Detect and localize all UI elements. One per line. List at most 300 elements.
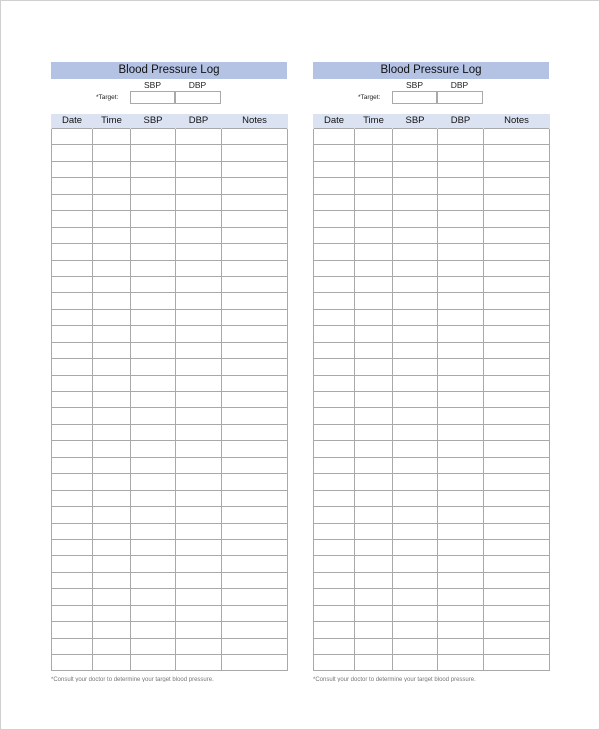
notes-cell[interactable] (222, 211, 288, 227)
dbp-cell[interactable] (438, 605, 484, 621)
notes-cell[interactable] (222, 408, 288, 424)
time-cell[interactable] (355, 605, 393, 621)
dbp-cell[interactable] (438, 293, 484, 309)
dbp-cell[interactable] (438, 194, 484, 210)
sbp-cell[interactable] (131, 655, 176, 671)
dbp-cell[interactable] (438, 227, 484, 243)
dbp-cell[interactable] (176, 161, 222, 177)
notes-cell[interactable] (484, 424, 550, 440)
date-cell[interactable] (52, 293, 93, 309)
dbp-cell[interactable] (176, 490, 222, 506)
date-cell[interactable] (52, 622, 93, 638)
dbp-cell[interactable] (438, 638, 484, 654)
sbp-cell[interactable] (393, 260, 438, 276)
dbp-cell[interactable] (438, 211, 484, 227)
dbp-cell[interactable] (438, 342, 484, 358)
sbp-cell[interactable] (131, 129, 176, 145)
notes-cell[interactable] (222, 556, 288, 572)
notes-cell[interactable] (222, 589, 288, 605)
notes-cell[interactable] (484, 260, 550, 276)
sbp-cell[interactable] (393, 507, 438, 523)
notes-cell[interactable] (222, 129, 288, 145)
date-cell[interactable] (314, 539, 355, 555)
sbp-cell[interactable] (131, 145, 176, 161)
date-cell[interactable] (52, 244, 93, 260)
time-cell[interactable] (93, 375, 131, 391)
notes-cell[interactable] (222, 161, 288, 177)
notes-cell[interactable] (222, 276, 288, 292)
time-cell[interactable] (355, 161, 393, 177)
time-cell[interactable] (93, 211, 131, 227)
date-cell[interactable] (314, 211, 355, 227)
dbp-cell[interactable] (176, 244, 222, 260)
date-cell[interactable] (314, 622, 355, 638)
time-cell[interactable] (93, 260, 131, 276)
sbp-cell[interactable] (131, 605, 176, 621)
time-cell[interactable] (93, 359, 131, 375)
time-cell[interactable] (355, 375, 393, 391)
notes-cell[interactable] (484, 161, 550, 177)
dbp-cell[interactable] (438, 622, 484, 638)
date-cell[interactable] (314, 260, 355, 276)
dbp-cell[interactable] (438, 441, 484, 457)
time-cell[interactable] (93, 424, 131, 440)
date-cell[interactable] (52, 194, 93, 210)
time-cell[interactable] (355, 655, 393, 671)
sbp-cell[interactable] (131, 309, 176, 325)
date-cell[interactable] (52, 638, 93, 654)
dbp-cell[interactable] (176, 655, 222, 671)
date-cell[interactable] (52, 655, 93, 671)
dbp-cell[interactable] (176, 227, 222, 243)
time-cell[interactable] (355, 638, 393, 654)
sbp-cell[interactable] (393, 227, 438, 243)
dbp-cell[interactable] (438, 359, 484, 375)
dbp-cell[interactable] (176, 589, 222, 605)
notes-cell[interactable] (484, 375, 550, 391)
dbp-cell[interactable] (176, 178, 222, 194)
time-cell[interactable] (355, 523, 393, 539)
sbp-cell[interactable] (131, 539, 176, 555)
date-cell[interactable] (314, 424, 355, 440)
sbp-cell[interactable] (393, 309, 438, 325)
notes-cell[interactable] (222, 424, 288, 440)
notes-cell[interactable] (484, 572, 550, 588)
time-cell[interactable] (93, 161, 131, 177)
date-cell[interactable] (52, 523, 93, 539)
notes-cell[interactable] (484, 227, 550, 243)
sbp-cell[interactable] (131, 490, 176, 506)
date-cell[interactable] (314, 161, 355, 177)
sbp-cell[interactable] (393, 572, 438, 588)
notes-cell[interactable] (222, 638, 288, 654)
target-sbp-field[interactable] (392, 91, 437, 104)
sbp-cell[interactable] (393, 145, 438, 161)
time-cell[interactable] (93, 227, 131, 243)
sbp-cell[interactable] (131, 342, 176, 358)
time-cell[interactable] (355, 260, 393, 276)
notes-cell[interactable] (484, 342, 550, 358)
time-cell[interactable] (355, 622, 393, 638)
date-cell[interactable] (52, 129, 93, 145)
time-cell[interactable] (93, 638, 131, 654)
sbp-cell[interactable] (131, 194, 176, 210)
sbp-cell[interactable] (393, 638, 438, 654)
dbp-cell[interactable] (176, 260, 222, 276)
sbp-cell[interactable] (131, 161, 176, 177)
sbp-cell[interactable] (131, 441, 176, 457)
time-cell[interactable] (355, 211, 393, 227)
notes-cell[interactable] (222, 260, 288, 276)
date-cell[interactable] (314, 227, 355, 243)
dbp-cell[interactable] (176, 129, 222, 145)
dbp-cell[interactable] (176, 408, 222, 424)
sbp-cell[interactable] (393, 342, 438, 358)
dbp-cell[interactable] (176, 605, 222, 621)
notes-cell[interactable] (484, 457, 550, 473)
date-cell[interactable] (314, 178, 355, 194)
time-cell[interactable] (355, 227, 393, 243)
time-cell[interactable] (93, 556, 131, 572)
sbp-cell[interactable] (131, 211, 176, 227)
notes-cell[interactable] (222, 375, 288, 391)
time-cell[interactable] (355, 424, 393, 440)
date-cell[interactable] (314, 309, 355, 325)
notes-cell[interactable] (222, 392, 288, 408)
sbp-cell[interactable] (393, 605, 438, 621)
time-cell[interactable] (93, 441, 131, 457)
dbp-cell[interactable] (176, 342, 222, 358)
sbp-cell[interactable] (393, 244, 438, 260)
time-cell[interactable] (355, 507, 393, 523)
notes-cell[interactable] (222, 227, 288, 243)
date-cell[interactable] (52, 605, 93, 621)
dbp-cell[interactable] (176, 392, 222, 408)
date-cell[interactable] (314, 638, 355, 654)
time-cell[interactable] (355, 342, 393, 358)
time-cell[interactable] (93, 244, 131, 260)
time-cell[interactable] (93, 572, 131, 588)
date-cell[interactable] (314, 507, 355, 523)
sbp-cell[interactable] (393, 457, 438, 473)
sbp-cell[interactable] (393, 293, 438, 309)
dbp-cell[interactable] (438, 260, 484, 276)
date-cell[interactable] (314, 572, 355, 588)
time-cell[interactable] (355, 457, 393, 473)
sbp-cell[interactable] (131, 293, 176, 309)
sbp-cell[interactable] (393, 655, 438, 671)
date-cell[interactable] (314, 276, 355, 292)
dbp-cell[interactable] (438, 572, 484, 588)
date-cell[interactable] (52, 276, 93, 292)
notes-cell[interactable] (222, 539, 288, 555)
notes-cell[interactable] (484, 392, 550, 408)
notes-cell[interactable] (222, 178, 288, 194)
time-cell[interactable] (93, 408, 131, 424)
time-cell[interactable] (355, 244, 393, 260)
sbp-cell[interactable] (393, 392, 438, 408)
notes-cell[interactable] (222, 523, 288, 539)
notes-cell[interactable] (484, 605, 550, 621)
date-cell[interactable] (314, 194, 355, 210)
dbp-cell[interactable] (438, 507, 484, 523)
time-cell[interactable] (93, 589, 131, 605)
date-cell[interactable] (314, 408, 355, 424)
date-cell[interactable] (314, 342, 355, 358)
date-cell[interactable] (52, 375, 93, 391)
time-cell[interactable] (355, 441, 393, 457)
dbp-cell[interactable] (438, 375, 484, 391)
date-cell[interactable] (314, 359, 355, 375)
dbp-cell[interactable] (438, 539, 484, 555)
notes-cell[interactable] (222, 622, 288, 638)
date-cell[interactable] (52, 441, 93, 457)
notes-cell[interactable] (484, 293, 550, 309)
notes-cell[interactable] (484, 655, 550, 671)
sbp-cell[interactable] (131, 556, 176, 572)
date-cell[interactable] (314, 326, 355, 342)
date-cell[interactable] (314, 523, 355, 539)
notes-cell[interactable] (484, 178, 550, 194)
sbp-cell[interactable] (131, 572, 176, 588)
time-cell[interactable] (93, 474, 131, 490)
dbp-cell[interactable] (176, 309, 222, 325)
sbp-cell[interactable] (131, 408, 176, 424)
date-cell[interactable] (314, 556, 355, 572)
sbp-cell[interactable] (131, 359, 176, 375)
sbp-cell[interactable] (131, 589, 176, 605)
dbp-cell[interactable] (176, 211, 222, 227)
time-cell[interactable] (355, 490, 393, 506)
dbp-cell[interactable] (438, 457, 484, 473)
dbp-cell[interactable] (438, 129, 484, 145)
time-cell[interactable] (355, 408, 393, 424)
date-cell[interactable] (314, 474, 355, 490)
dbp-cell[interactable] (438, 276, 484, 292)
sbp-cell[interactable] (131, 375, 176, 391)
notes-cell[interactable] (484, 244, 550, 260)
time-cell[interactable] (93, 326, 131, 342)
date-cell[interactable] (52, 161, 93, 177)
notes-cell[interactable] (484, 523, 550, 539)
date-cell[interactable] (314, 589, 355, 605)
notes-cell[interactable] (484, 589, 550, 605)
dbp-cell[interactable] (438, 326, 484, 342)
date-cell[interactable] (52, 342, 93, 358)
dbp-cell[interactable] (438, 523, 484, 539)
dbp-cell[interactable] (176, 572, 222, 588)
date-cell[interactable] (52, 326, 93, 342)
date-cell[interactable] (314, 605, 355, 621)
time-cell[interactable] (355, 474, 393, 490)
sbp-cell[interactable] (393, 622, 438, 638)
dbp-cell[interactable] (176, 276, 222, 292)
dbp-cell[interactable] (438, 244, 484, 260)
time-cell[interactable] (355, 194, 393, 210)
notes-cell[interactable] (484, 490, 550, 506)
dbp-cell[interactable] (176, 326, 222, 342)
time-cell[interactable] (355, 293, 393, 309)
notes-cell[interactable] (484, 145, 550, 161)
date-cell[interactable] (52, 359, 93, 375)
date-cell[interactable] (314, 129, 355, 145)
sbp-cell[interactable] (131, 244, 176, 260)
notes-cell[interactable] (484, 507, 550, 523)
date-cell[interactable] (314, 457, 355, 473)
time-cell[interactable] (93, 293, 131, 309)
sbp-cell[interactable] (131, 260, 176, 276)
date-cell[interactable] (314, 375, 355, 391)
notes-cell[interactable] (222, 145, 288, 161)
time-cell[interactable] (355, 556, 393, 572)
notes-cell[interactable] (222, 441, 288, 457)
notes-cell[interactable] (222, 474, 288, 490)
time-cell[interactable] (355, 589, 393, 605)
dbp-cell[interactable] (438, 655, 484, 671)
dbp-cell[interactable] (176, 145, 222, 161)
date-cell[interactable] (52, 556, 93, 572)
date-cell[interactable] (52, 392, 93, 408)
dbp-cell[interactable] (176, 622, 222, 638)
dbp-cell[interactable] (438, 408, 484, 424)
time-cell[interactable] (355, 359, 393, 375)
target-dbp-field[interactable] (437, 91, 483, 104)
time-cell[interactable] (93, 507, 131, 523)
dbp-cell[interactable] (438, 145, 484, 161)
sbp-cell[interactable] (393, 589, 438, 605)
date-cell[interactable] (52, 507, 93, 523)
date-cell[interactable] (314, 655, 355, 671)
date-cell[interactable] (52, 408, 93, 424)
date-cell[interactable] (52, 309, 93, 325)
date-cell[interactable] (52, 227, 93, 243)
time-cell[interactable] (355, 145, 393, 161)
notes-cell[interactable] (484, 326, 550, 342)
sbp-cell[interactable] (393, 194, 438, 210)
sbp-cell[interactable] (131, 523, 176, 539)
dbp-cell[interactable] (438, 474, 484, 490)
time-cell[interactable] (93, 178, 131, 194)
time-cell[interactable] (93, 622, 131, 638)
notes-cell[interactable] (484, 638, 550, 654)
dbp-cell[interactable] (176, 194, 222, 210)
sbp-cell[interactable] (393, 539, 438, 555)
time-cell[interactable] (355, 276, 393, 292)
sbp-cell[interactable] (393, 523, 438, 539)
dbp-cell[interactable] (438, 490, 484, 506)
date-cell[interactable] (314, 293, 355, 309)
sbp-cell[interactable] (131, 638, 176, 654)
time-cell[interactable] (355, 178, 393, 194)
dbp-cell[interactable] (176, 539, 222, 555)
notes-cell[interactable] (222, 572, 288, 588)
notes-cell[interactable] (222, 342, 288, 358)
dbp-cell[interactable] (438, 424, 484, 440)
notes-cell[interactable] (222, 359, 288, 375)
date-cell[interactable] (314, 392, 355, 408)
target-sbp-field[interactable] (130, 91, 175, 104)
date-cell[interactable] (52, 424, 93, 440)
sbp-cell[interactable] (131, 178, 176, 194)
sbp-cell[interactable] (131, 227, 176, 243)
date-cell[interactable] (52, 572, 93, 588)
dbp-cell[interactable] (176, 507, 222, 523)
dbp-cell[interactable] (438, 161, 484, 177)
sbp-cell[interactable] (131, 457, 176, 473)
date-cell[interactable] (314, 490, 355, 506)
sbp-cell[interactable] (131, 474, 176, 490)
sbp-cell[interactable] (393, 375, 438, 391)
time-cell[interactable] (355, 129, 393, 145)
sbp-cell[interactable] (393, 161, 438, 177)
date-cell[interactable] (52, 211, 93, 227)
time-cell[interactable] (93, 276, 131, 292)
time-cell[interactable] (93, 392, 131, 408)
time-cell[interactable] (93, 309, 131, 325)
sbp-cell[interactable] (393, 129, 438, 145)
notes-cell[interactable] (222, 326, 288, 342)
date-cell[interactable] (52, 145, 93, 161)
dbp-cell[interactable] (176, 474, 222, 490)
target-dbp-field[interactable] (175, 91, 221, 104)
sbp-cell[interactable] (393, 326, 438, 342)
sbp-cell[interactable] (393, 474, 438, 490)
time-cell[interactable] (93, 194, 131, 210)
sbp-cell[interactable] (131, 392, 176, 408)
dbp-cell[interactable] (438, 556, 484, 572)
time-cell[interactable] (355, 539, 393, 555)
sbp-cell[interactable] (393, 211, 438, 227)
date-cell[interactable] (52, 260, 93, 276)
sbp-cell[interactable] (131, 326, 176, 342)
time-cell[interactable] (355, 326, 393, 342)
notes-cell[interactable] (484, 441, 550, 457)
time-cell[interactable] (93, 129, 131, 145)
notes-cell[interactable] (222, 309, 288, 325)
time-cell[interactable] (93, 605, 131, 621)
date-cell[interactable] (314, 441, 355, 457)
time-cell[interactable] (93, 145, 131, 161)
notes-cell[interactable] (484, 556, 550, 572)
notes-cell[interactable] (222, 490, 288, 506)
time-cell[interactable] (93, 457, 131, 473)
dbp-cell[interactable] (176, 638, 222, 654)
date-cell[interactable] (52, 178, 93, 194)
dbp-cell[interactable] (176, 441, 222, 457)
notes-cell[interactable] (484, 539, 550, 555)
notes-cell[interactable] (484, 276, 550, 292)
date-cell[interactable] (52, 474, 93, 490)
dbp-cell[interactable] (176, 359, 222, 375)
notes-cell[interactable] (484, 194, 550, 210)
notes-cell[interactable] (484, 129, 550, 145)
sbp-cell[interactable] (393, 276, 438, 292)
sbp-cell[interactable] (393, 359, 438, 375)
sbp-cell[interactable] (393, 178, 438, 194)
sbp-cell[interactable] (393, 441, 438, 457)
sbp-cell[interactable] (393, 490, 438, 506)
sbp-cell[interactable] (131, 507, 176, 523)
notes-cell[interactable] (484, 408, 550, 424)
dbp-cell[interactable] (176, 293, 222, 309)
notes-cell[interactable] (222, 605, 288, 621)
notes-cell[interactable] (484, 359, 550, 375)
dbp-cell[interactable] (438, 589, 484, 605)
sbp-cell[interactable] (131, 424, 176, 440)
dbp-cell[interactable] (176, 556, 222, 572)
time-cell[interactable] (93, 342, 131, 358)
time-cell[interactable] (355, 572, 393, 588)
